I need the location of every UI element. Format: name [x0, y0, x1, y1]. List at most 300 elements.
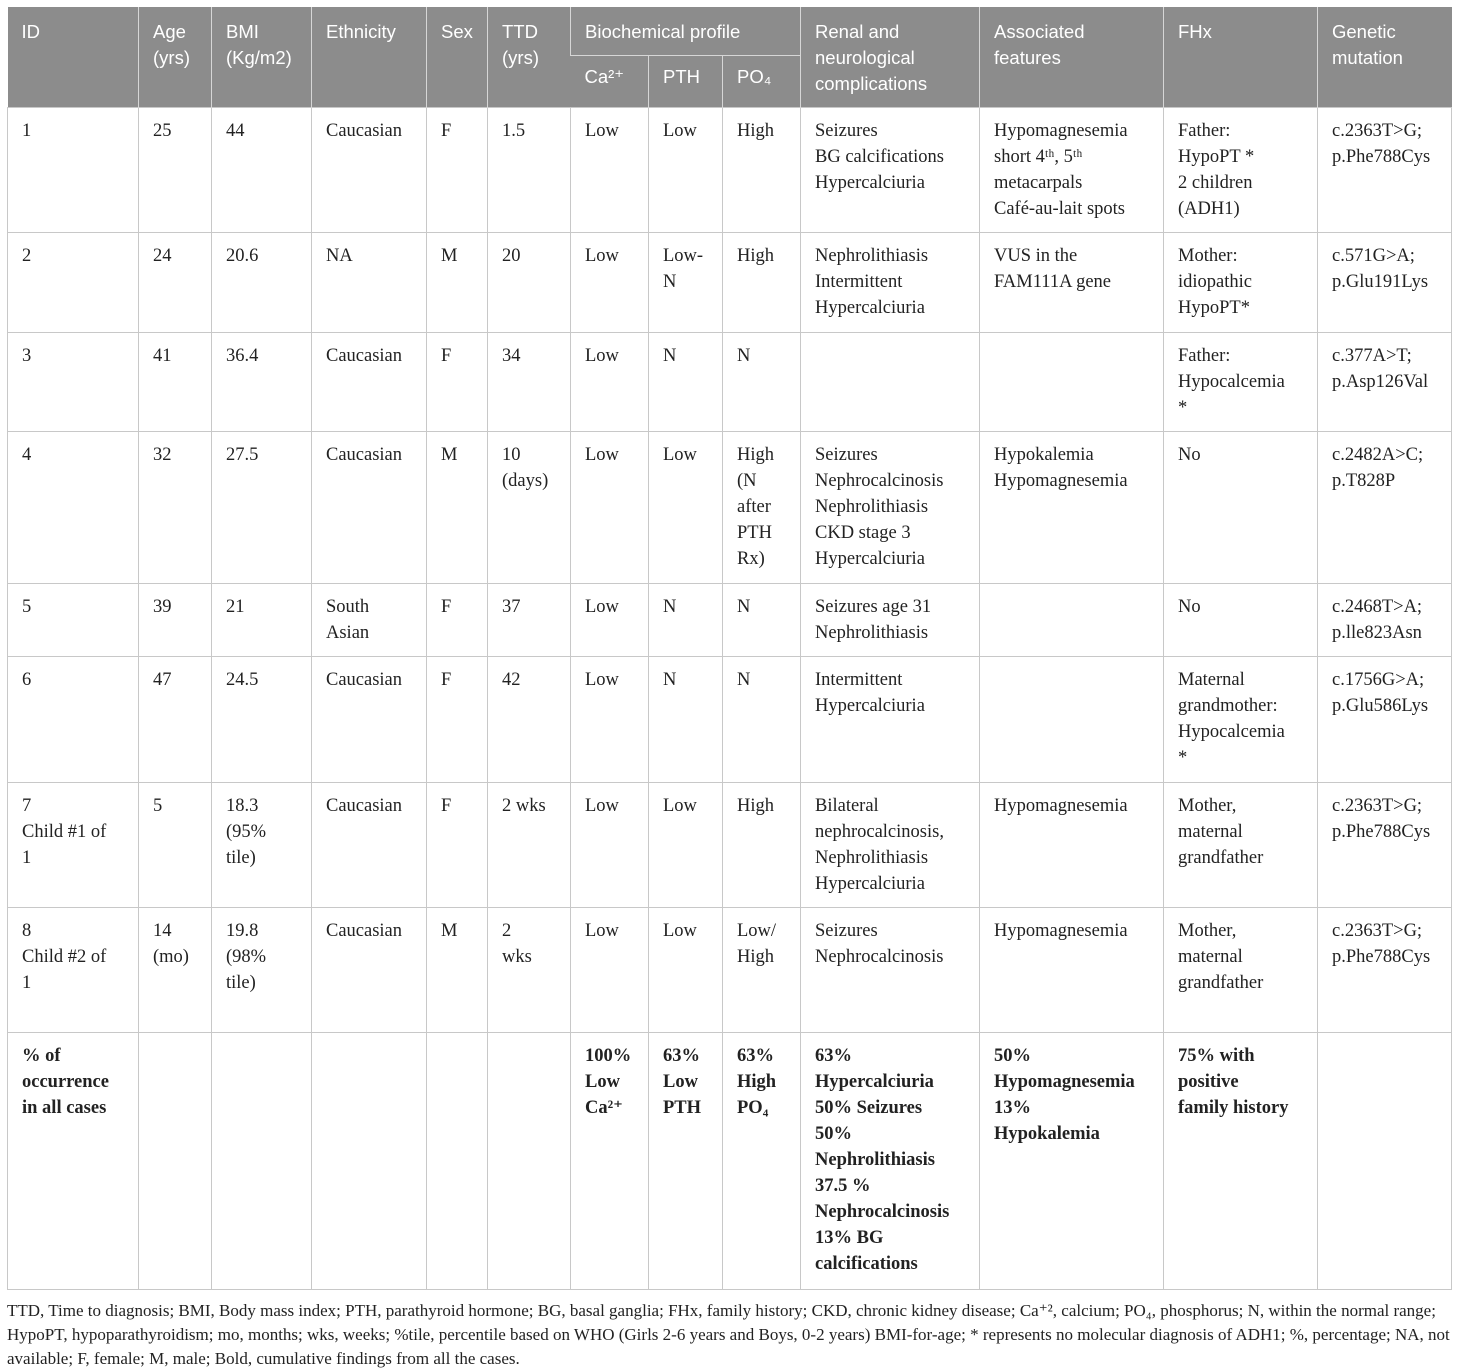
cell-assoc [980, 233, 1164, 333]
cell-bmi [212, 108, 312, 233]
cell-line: Low [585, 921, 619, 941]
cell-line: wks [502, 947, 532, 967]
cell-fhx [1164, 783, 1318, 908]
cell-sex [427, 584, 488, 657]
cell-line: 6 [22, 670, 32, 690]
cell-gen [1318, 108, 1452, 233]
cell-ttd [488, 333, 571, 432]
cell-gen [1318, 333, 1452, 432]
cell-eth [312, 908, 427, 1033]
cell-id [8, 657, 139, 783]
cell-bmi [212, 908, 312, 1033]
cell-assoc [980, 432, 1164, 584]
cell-bmi [212, 432, 312, 584]
cell-bmi [212, 233, 312, 333]
cell-line: 3 [22, 346, 32, 366]
cell-renal [801, 908, 980, 1033]
cell-renal [801, 432, 980, 584]
cell-line: p.T828P [1332, 471, 1396, 491]
cell-line: Sex [441, 21, 473, 42]
cell-sex [427, 333, 488, 432]
cell-line: Low- [663, 246, 704, 266]
cell-id [8, 908, 139, 1033]
cell-line: N [663, 346, 677, 366]
cell-line: nephrocalcinosis, [815, 822, 944, 842]
cell-line: F [441, 670, 452, 690]
cell-line: Age [153, 21, 186, 42]
cell-line: Low [663, 121, 697, 141]
cell-assoc [980, 584, 1164, 657]
cell-eth [312, 657, 427, 783]
cell-bmi [212, 657, 312, 783]
cell-renal [801, 108, 980, 233]
cell-line: (days) [502, 471, 549, 491]
cell-line: positive [1178, 1072, 1239, 1092]
cell-line: Intermittent [815, 670, 903, 690]
cell-line: Child #1 of [22, 822, 107, 842]
cell-line: Rx) [737, 549, 765, 569]
cell-renal [801, 584, 980, 657]
cell-line: Nephrolithiasis [815, 848, 929, 868]
cell-line: Maternal [1178, 670, 1245, 690]
cell-pth [649, 233, 723, 333]
cell-line: Seizures [815, 121, 878, 141]
cell-line: 24 [153, 246, 172, 266]
cell-line: No [1178, 597, 1201, 617]
cell-line: c.2363T>G; [1332, 796, 1423, 816]
cell-po4 [723, 657, 801, 783]
summary-cell-eth [312, 1033, 427, 1290]
header-ttd [488, 7, 571, 108]
cell-line: Hypocalcemia [1178, 722, 1285, 742]
table-row [8, 657, 1452, 783]
header-id [8, 7, 139, 108]
cell-line: Asian [326, 623, 370, 643]
cell-pth [649, 432, 723, 584]
cell-line: N [737, 597, 751, 617]
table-footnote: TTD, Time to diagnosis; BMI, Body mass index; PTH, parathyroid hormone; BG, basal ganglia; FHx, family history; CKD, chronic kidney disease; Ca⁺², calcium; PO₄, phosphorus; N, within the normal range; HypoPT, hypoparathyroidism; mo, months; wks, weeks; %tile, percentile based on WHO (Girls 2-6 years and Boys, 0-2 years) BMI-for-age; * represents no molecular diagnosis of ADH1; %, percentage; NA, not available; F, female; M, male; Bold, cumulative findings from all the cases. [7, 1301, 1450, 1368]
cell-sex [427, 233, 488, 333]
cell-sex [427, 783, 488, 908]
cell-ttd [488, 657, 571, 783]
cell-age [139, 584, 212, 657]
summary-cell-age [139, 1033, 212, 1290]
cell-id [8, 108, 139, 233]
cell-line: Caucasian [326, 670, 403, 690]
cell-id [8, 584, 139, 657]
cell-pth [649, 108, 723, 233]
table-row [8, 108, 1452, 233]
cell-line: 39 [153, 597, 172, 617]
cell-line: c.2482A>C; [1332, 445, 1424, 465]
cell-line: Caucasian [326, 445, 403, 465]
cell-ttd [488, 432, 571, 584]
cell-line: c.377A>T; [1332, 346, 1412, 366]
cell-age [139, 908, 212, 1033]
cell-line: 19.8 [226, 921, 259, 941]
summary-cell-ttd [488, 1033, 571, 1290]
cell-line: Intermittent [815, 272, 903, 292]
cell-line: Low [663, 1072, 698, 1092]
table-row [8, 783, 1452, 908]
cell-ca [571, 783, 649, 908]
cell-line: 75% with [1178, 1046, 1255, 1066]
cell-gen [1318, 233, 1452, 333]
header-associated-features [980, 7, 1164, 108]
patient-table [7, 7, 1452, 1290]
cell-line: Mother, [1178, 921, 1237, 941]
cell-line: p.lle823Asn [1332, 623, 1422, 643]
cell-pth [649, 657, 723, 783]
cell-line: c.2363T>G; [1332, 921, 1423, 941]
cell-line: Low [585, 670, 619, 690]
summary-cell-po4 [723, 1033, 801, 1290]
cell-line: Nephrolithiasis [815, 497, 929, 517]
cell-line: Associated [994, 21, 1085, 42]
cell-bmi [212, 584, 312, 657]
table-body [8, 108, 1452, 1290]
cell-line: Nephrocalcinosis [815, 471, 944, 491]
cell-line: Ethnicity [326, 21, 396, 42]
cell-line: 44 [226, 121, 245, 141]
cell-line: 27.5 [226, 445, 259, 465]
cell-line: 4 [22, 445, 32, 465]
cell-line: (98% [226, 947, 267, 967]
header-age [139, 7, 212, 108]
cell-line: features [994, 47, 1061, 68]
cell-line: 1 [22, 848, 32, 868]
cell-line: Seizures [815, 921, 878, 941]
cell-line: M [441, 445, 458, 465]
cell-line: grandfather [1178, 848, 1264, 868]
cell-line: Caucasian [326, 121, 403, 141]
cell-line: (mo) [153, 947, 189, 967]
cell-line: High [737, 1072, 777, 1092]
cell-line: p.Phe788Cys [1332, 947, 1431, 967]
cell-id [8, 783, 139, 908]
cell-line: FAM111A gene [994, 272, 1111, 292]
cell-line: 5 [22, 597, 32, 617]
cell-pth [649, 584, 723, 657]
cell-line: 1 [22, 973, 32, 993]
cell-line: Hypomagnesemia [994, 921, 1128, 941]
cell-ca [571, 584, 649, 657]
cell-line: idiopathic [1178, 272, 1252, 292]
cell-line: Biochemical profile [585, 21, 741, 42]
cell-gen [1318, 783, 1452, 908]
cell-line: CKD stage 3 [815, 523, 911, 543]
cell-sex [427, 432, 488, 584]
table-row [8, 584, 1452, 657]
cell-line: Low [585, 597, 619, 617]
cell-line: M [441, 246, 458, 266]
cell-line: 13% [994, 1098, 1031, 1118]
cell-po4 [723, 783, 801, 908]
cell-pth [649, 908, 723, 1033]
cell-bmi [212, 783, 312, 908]
cell-line: High [737, 246, 774, 266]
cell-line: Low [663, 921, 697, 941]
cell-age [139, 783, 212, 908]
cell-line: grandmother: [1178, 696, 1278, 716]
cell-line: metacarpals [994, 173, 1083, 193]
cell-ttd [488, 584, 571, 657]
cell-assoc [980, 108, 1164, 233]
cell-line: Bilateral [815, 796, 879, 816]
cell-line: % of [22, 1046, 61, 1066]
cell-line: * [1178, 748, 1188, 768]
cell-line: Low [585, 1072, 620, 1092]
table-row [8, 432, 1452, 584]
summary-cell-renal [801, 1033, 980, 1290]
header-fhx [1164, 7, 1318, 108]
cell-line: Low/ [737, 921, 777, 941]
cell-ttd [488, 783, 571, 908]
table-row [8, 233, 1452, 333]
cell-line: 63% [737, 1046, 774, 1066]
header-ca: Ca²⁺ [571, 56, 649, 108]
cell-fhx [1164, 584, 1318, 657]
cell-fhx [1164, 333, 1318, 432]
cell-pth [649, 783, 723, 908]
cell-line: Hypercalciuria [815, 1072, 934, 1092]
cell-line: calcifications [815, 1254, 918, 1274]
cell-line: Caucasian [326, 796, 403, 816]
cell-line: 2 [22, 246, 32, 266]
cell-renal [801, 657, 980, 783]
cell-line: in all cases [22, 1098, 107, 1118]
cell-eth [312, 432, 427, 584]
cell-line: Caucasian [326, 346, 403, 366]
table-row [8, 908, 1452, 1033]
header-bmi [212, 7, 312, 108]
cell-line: Low [663, 445, 697, 465]
cell-line: Hypercalciuria [815, 298, 925, 318]
cell-line: Nephrocalcinosis [815, 1202, 950, 1222]
cell-line: Low [585, 121, 619, 141]
cell-fhx [1164, 432, 1318, 584]
cell-line: p.Glu191Lys [1332, 272, 1429, 292]
cell-line: after [737, 497, 771, 517]
cell-line: 63% [663, 1046, 700, 1066]
cell-line: 2 children [1178, 173, 1253, 193]
summary-cell-pth [649, 1033, 723, 1290]
table-row [8, 333, 1452, 432]
cell-line: Seizures [815, 445, 878, 465]
cell-line: Hypokalemia [994, 445, 1094, 465]
cell-line: Nephrolithiasis [815, 246, 929, 266]
cell-line: Seizures age 31 [815, 597, 932, 617]
cell-ca [571, 233, 649, 333]
cell-line: tile) [226, 848, 256, 868]
cell-line: p.Asp126Val [1332, 372, 1429, 392]
cell-line: 10 [502, 445, 521, 465]
cell-age [139, 333, 212, 432]
cell-line: Low [585, 796, 619, 816]
cell-line: Café-au-lait spots [994, 199, 1125, 219]
cell-assoc [980, 657, 1164, 783]
cell-line: Hypercalciuria [815, 696, 925, 716]
cell-line: Hypercalciuria [815, 549, 925, 569]
summary-cell-gen [1318, 1033, 1452, 1290]
cell-assoc [980, 333, 1164, 432]
cell-age [139, 233, 212, 333]
cell-line: N [663, 597, 677, 617]
cell-line: Nephrocalcinosis [815, 947, 944, 967]
cell-assoc [980, 783, 1164, 908]
cell-line: VUS in the [994, 246, 1078, 266]
cell-line: family history [1178, 1098, 1289, 1118]
cell-ca [571, 432, 649, 584]
cell-line: p.Phe788Cys [1332, 822, 1431, 842]
cell-line: 37.5 % [815, 1176, 871, 1196]
cell-line: 25 [153, 121, 172, 141]
cell-line: N [737, 670, 751, 690]
cell-line: * [1178, 398, 1188, 418]
table-container [7, 7, 1451, 1371]
header-ethnicity [312, 7, 427, 108]
cell-line: N [663, 670, 677, 690]
cell-gen [1318, 584, 1452, 657]
cell-line: 18.3 [226, 796, 259, 816]
cell-line: Hypercalciuria [815, 173, 925, 193]
cell-line: Low [663, 796, 697, 816]
cell-line: M [441, 921, 458, 941]
cell-line: mutation [1332, 47, 1403, 68]
cell-line: N [737, 346, 751, 366]
cell-line: Renal and [815, 21, 900, 42]
cell-line: 100% [585, 1046, 632, 1066]
cell-line: FHx [1178, 21, 1212, 42]
cell-fhx [1164, 108, 1318, 233]
cell-line: Low [585, 246, 619, 266]
cell-line: BG calcifications [815, 147, 944, 167]
cell-eth [312, 584, 427, 657]
cell-line: Father: [1178, 121, 1231, 141]
cell-line: (yrs) [502, 47, 539, 68]
cell-line: High [737, 796, 774, 816]
cell-line: Hypomagnesemia [994, 1072, 1135, 1092]
cell-po4 [723, 908, 801, 1033]
cell-line: 20.6 [226, 246, 259, 266]
cell-sex [427, 108, 488, 233]
cell-line: 50% [994, 1046, 1031, 1066]
summary-cell-ca [571, 1033, 649, 1290]
cell-line: Low [585, 445, 619, 465]
cell-line: N [663, 272, 677, 292]
cell-line: ID [21, 21, 40, 42]
cell-line: 50% Seizures [815, 1098, 923, 1118]
cell-line: c.2468T>A; [1332, 597, 1423, 617]
cell-line: High [737, 947, 774, 967]
summary-cell-sex [427, 1033, 488, 1290]
cell-line: 47 [153, 670, 172, 690]
cell-id [8, 333, 139, 432]
cell-line: (95% [226, 822, 267, 842]
cell-line: 21 [226, 597, 245, 617]
cell-age [139, 432, 212, 584]
cell-line: 36.4 [226, 346, 259, 366]
cell-line: short 4ᵗʰ, 5ᵗʰ [994, 147, 1083, 167]
cell-line: 14 [153, 921, 172, 941]
cell-line: Hypomagnesemia [994, 471, 1128, 491]
cell-line: 1 [22, 121, 32, 141]
cell-line: maternal [1178, 947, 1243, 967]
cell-eth [312, 783, 427, 908]
cell-line: 13% BG [815, 1228, 884, 1248]
cell-line: 37 [502, 597, 521, 617]
cell-line: HypoPT * [1178, 147, 1255, 167]
header-genetic-mutation [1318, 7, 1452, 108]
cell-renal [801, 783, 980, 908]
cell-line: F [441, 597, 452, 617]
cell-line: Hypercalciuria [815, 874, 925, 894]
cell-line: 32 [153, 445, 172, 465]
cell-fhx [1164, 657, 1318, 783]
cell-line: Father: [1178, 346, 1231, 366]
cell-po4 [723, 584, 801, 657]
cell-sex [427, 908, 488, 1033]
cell-line: c.1756G>A; [1332, 670, 1425, 690]
cell-renal [801, 233, 980, 333]
cell-line: Nephrolithiasis [815, 623, 929, 643]
cell-line: grandfather [1178, 973, 1264, 993]
cell-line: 63% [815, 1046, 852, 1066]
cell-line: (yrs) [153, 47, 190, 68]
cell-line: South [326, 597, 370, 617]
cell-gen [1318, 657, 1452, 783]
cell-line: Ca²⁺ [585, 1098, 623, 1118]
cell-line: c.2363T>G; [1332, 121, 1423, 141]
cell-eth [312, 233, 427, 333]
cell-pth [649, 333, 723, 432]
cell-line: Mother, [1178, 796, 1237, 816]
header-pth: PTH [649, 56, 723, 108]
cell-line: tile) [226, 973, 256, 993]
cell-line: p.Glu586Lys [1332, 696, 1429, 716]
header-sex [427, 7, 488, 108]
cell-ca [571, 657, 649, 783]
cell-id [8, 432, 139, 584]
cell-po4 [723, 233, 801, 333]
cell-line: Genetic [1332, 21, 1396, 42]
cell-line: PTH [663, 1098, 702, 1118]
cell-line: (ADH1) [1178, 199, 1240, 219]
summary-cell-bmi [212, 1033, 312, 1290]
cell-line: 41 [153, 346, 172, 366]
cell-line: Mother: [1178, 246, 1238, 266]
cell-line: No [1178, 445, 1201, 465]
cell-line: complications [815, 73, 928, 94]
cell-line: Hypomagnesemia [994, 121, 1128, 141]
cell-line: 2 [502, 921, 512, 941]
cell-sex [427, 657, 488, 783]
cell-line: Child #2 of [22, 947, 107, 967]
cell-eth [312, 108, 427, 233]
cell-line: c.571G>A; [1332, 246, 1415, 266]
cell-gen [1318, 908, 1452, 1033]
cell-line: (Kg/m2) [226, 47, 292, 68]
cell-line: occurrence [22, 1072, 109, 1092]
cell-line: TTD [502, 21, 538, 42]
cell-line: Hypokalemia [994, 1124, 1100, 1144]
cell-gen [1318, 432, 1452, 584]
cell-po4 [723, 333, 801, 432]
cell-po4 [723, 432, 801, 584]
cell-line: PO₄ [737, 1098, 769, 1118]
cell-fhx [1164, 233, 1318, 333]
cell-po4 [723, 108, 801, 233]
